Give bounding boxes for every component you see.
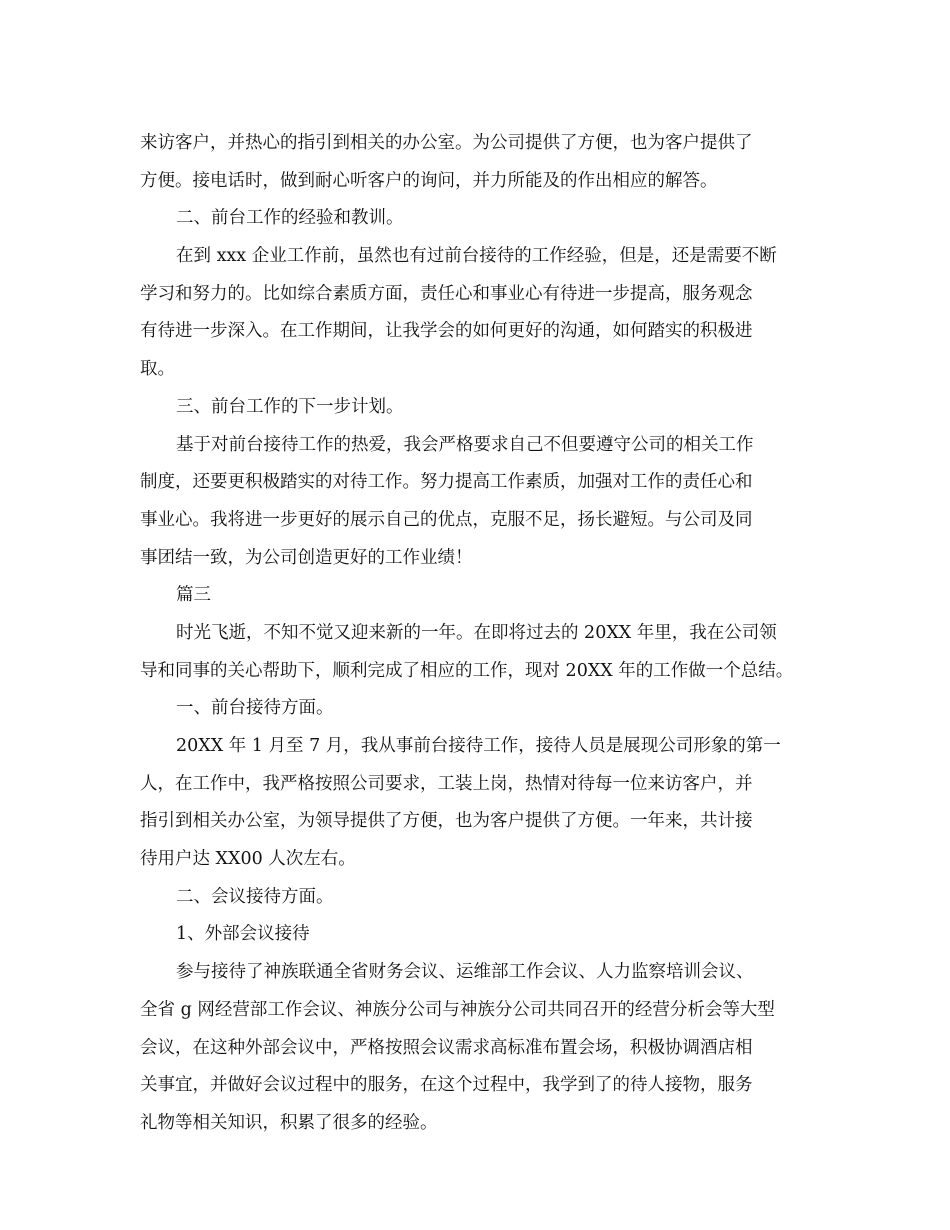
text-line: 会议，在这种外部会议中，严格按照会议需求高标准布置会场，积极协调酒店相 — [140, 1037, 753, 1058]
text-line: 事业心。我将进一步更好的展示自己的优点，克服不足，扬长避短。与公司及同 — [140, 509, 753, 530]
text-line: 全省 g 网经营部工作会议、神族分公司与神族分公司共同召开的经营分析会等大型 — [140, 999, 775, 1020]
text-line: 在到 xxx 企业工作前，虽然也有过前台接待的工作经验，但是，还是需要不断 — [176, 246, 777, 267]
text-line: 来访客户，并热心的指引到相关的办公室。为公司提供了方便，也为客户提供了 — [140, 133, 753, 153]
text-line: 时光飞逝，不知不觉又迎来新的一年。在即将过去的 20XX 年里，我在公司领 — [176, 622, 777, 643]
document-body — [140, 125, 820, 1143]
section-heading: 二、前台工作的经验和教训。 — [176, 208, 404, 229]
text-line: 指引到相关办公室，为领导提供了方便，也为客户提供了方便。一年来，共计接 — [140, 811, 753, 832]
section-heading: 一、前台接待方面。 — [176, 698, 334, 719]
chapter-heading: 篇三 — [176, 585, 211, 606]
text-line: 事团结一致，为公司创造更好的工作业绩！ — [140, 547, 473, 568]
text-line: 基于对前台接待工作的热爱，我会严格要求自己不但要遵守公司的相关工作 — [176, 434, 754, 455]
text-line: 参与接待了神族联通全省财务会议、运维部工作会议、人力监察培训会议、 — [176, 962, 754, 983]
section-heading: 三、前台工作的下一步计划。 — [176, 396, 404, 417]
text-line: 人，在工作中，我严格按照公司要求，工装上岗，热情对待每一位来访客户，并 — [140, 773, 753, 794]
text-line: 导和同事的关心帮助下，顺利完成了相应的工作，现对 20XX 年的工作做一个总结。 — [140, 660, 794, 681]
subsection-heading: 1、外部会议接待 — [176, 924, 310, 945]
text-line: 关事宜，并做好会议过程中的服务，在这个过程中，我学到了的待人接物，服务 — [140, 1075, 753, 1096]
text-line: 制度，还要更积极踏实的对待工作。努力提高工作素质，加强对工作的责任心和 — [140, 472, 753, 493]
text-line: 礼物等相关知识，积累了很多的经验。 — [140, 1112, 438, 1133]
text-line: 有待进一步深入。在工作期间，让我学会的如何更好的沟通，如何踏实的积极进 — [140, 321, 753, 342]
section-heading: 二、会议接待方面。 — [176, 886, 334, 907]
text-line: 方便。接电话时，做到耐心听客户的询问，并力所能及的作出相应的解答。 — [140, 170, 718, 191]
text-line: 20XX 年 1 月至 7 月，我从事前台接待工作，接待人员是展现公司形象的第一 — [176, 736, 781, 756]
text-line: 学习和努力的。比如综合素质方面，责任心和事业心有待进一步提高，服务观念 — [140, 283, 753, 304]
text-line: 取。 — [140, 359, 175, 380]
text-line: 待用户达 XX00 人次左右。 — [140, 849, 356, 870]
